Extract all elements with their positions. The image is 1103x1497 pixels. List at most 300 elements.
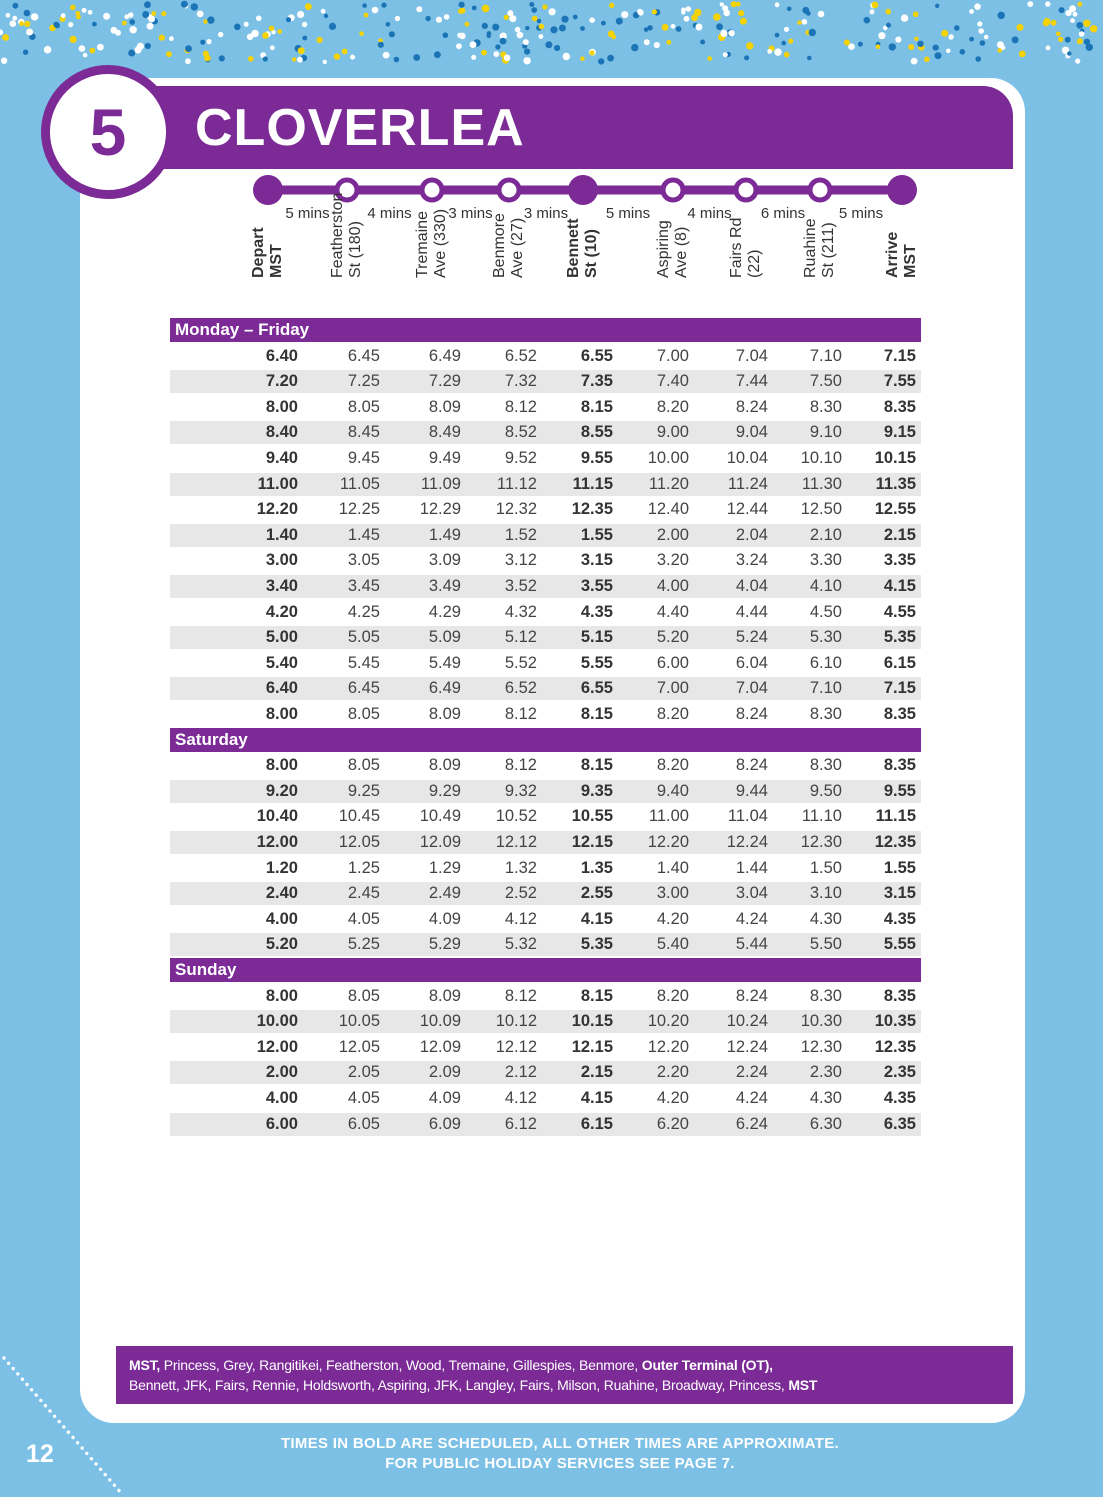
approximate-time: 2.20: [656, 1063, 689, 1082]
approximate-time: 12.09: [419, 1037, 461, 1056]
scheduled-time: 11.15: [572, 474, 613, 493]
approximate-time: 6.09: [428, 1114, 461, 1133]
interval-label: 5 mins: [285, 205, 330, 222]
approximate-time: 4.00: [656, 577, 689, 595]
route-street-list: Princess, Grey, Rangitikei, Featherston, Wood, Tremaine, Gillespies, Benmore,: [160, 1357, 642, 1373]
table-row: [170, 754, 921, 777]
approximate-time: 8.20: [656, 397, 689, 416]
approximate-time: 4.32: [504, 602, 537, 621]
stop-header: [559, 218, 607, 314]
scheduled-time: 4.20: [265, 602, 298, 621]
approximate-time: 3.30: [809, 551, 842, 570]
scheduled-time: 12.15: [571, 833, 613, 851]
scheduled-time: 4.15: [580, 1089, 613, 1107]
route-number-badge: 5: [41, 65, 175, 199]
stop-header-line1: Bennett: [565, 218, 582, 278]
approximate-time: 9.40: [656, 781, 689, 800]
scheduled-time: 9.40: [265, 449, 298, 467]
route-stop-highlight: MST,: [129, 1357, 161, 1373]
approximate-time: 8.20: [656, 705, 689, 723]
approximate-time: 4.50: [809, 602, 842, 621]
scheduled-time: 10.40: [256, 807, 298, 826]
approximate-time: 12.12: [495, 1037, 537, 1056]
scheduled-time: 7.35: [580, 372, 613, 391]
approximate-time: 9.00: [656, 423, 689, 442]
approximate-time: 6.30: [809, 1114, 842, 1133]
approximate-time: 5.24: [735, 628, 768, 647]
stop-header: [485, 213, 533, 314]
approximate-time: 7.04: [735, 679, 768, 698]
approximate-time: 10.04: [726, 449, 768, 467]
timing-point-marker: [568, 175, 598, 205]
approximate-time: 12.09: [419, 833, 461, 851]
table-row: [170, 805, 921, 828]
approximate-time: 11.20: [648, 474, 689, 493]
approximate-time: 6.10: [809, 653, 842, 672]
approximate-time: 8.05: [347, 756, 380, 775]
approximate-time: 12.44: [726, 500, 768, 519]
approximate-time: 4.12: [504, 909, 537, 928]
scheduled-time: 8.35: [883, 397, 916, 416]
scheduled-time: 5.20: [265, 935, 298, 954]
approximate-time: 4.09: [428, 909, 461, 928]
route-stop-highlight: MST: [788, 1377, 818, 1393]
table-row: [170, 1087, 921, 1110]
approximate-time: 8.09: [428, 705, 461, 723]
approximate-time: 9.10: [809, 423, 842, 442]
table-row: [170, 626, 921, 649]
approximate-time: 8.20: [656, 756, 689, 775]
approximate-time: 1.49: [428, 525, 461, 544]
stop-header-line2: (22): [746, 249, 763, 278]
scheduled-time: 8.35: [883, 756, 916, 775]
approximate-time: 5.25: [347, 935, 380, 954]
approximate-time: 12.24: [726, 1037, 768, 1056]
approximate-time: 10.30: [800, 1012, 842, 1031]
stop-header-line1: Fairs Rd: [728, 217, 745, 278]
scheduled-time: 8.15: [580, 705, 613, 723]
scheduled-time: 10.15: [571, 1012, 613, 1031]
interval-label: 4 mins: [367, 205, 412, 222]
scheduled-time: 12.00: [256, 1037, 298, 1056]
route-street-list: Bennett, JFK, Fairs, Rennie, Holdsworth, Aspiring, JFK, Langley, Fairs, Milson, Ruahine, Broadway, Princess,: [129, 1377, 789, 1393]
decorative-dot: [104, 1473, 107, 1476]
approximate-time: 1.29: [428, 858, 461, 877]
approximate-time: 12.32: [495, 500, 537, 519]
approximate-time: 12.20: [647, 1037, 689, 1056]
approximate-time: 10.45: [338, 807, 380, 826]
approximate-time: 8.12: [504, 705, 537, 723]
section-header: Monday – Friday: [170, 318, 921, 342]
decorative-dot: [67, 1431, 70, 1434]
decorative-dot: [30, 1388, 33, 1391]
stop-header: [408, 208, 456, 314]
route-description: [116, 1346, 1013, 1404]
approximate-time: 8.12: [504, 986, 537, 1005]
stop-header-line2: MST: [902, 244, 919, 278]
decorative-dot: [16, 1372, 19, 1375]
approximate-time: 8.05: [347, 397, 380, 416]
approximate-time: 7.10: [809, 346, 842, 365]
table-row: [170, 1036, 921, 1059]
decorative-dot: [71, 1436, 74, 1439]
scheduled-time: 9.35: [580, 781, 613, 800]
approximate-time: 8.30: [809, 986, 842, 1005]
scheduled-time: 1.55: [580, 525, 613, 544]
approximate-time: 6.49: [428, 346, 461, 365]
table-row: [170, 575, 921, 598]
scheduled-time: 7.20: [265, 372, 298, 391]
approximate-time: 6.05: [347, 1114, 380, 1133]
approximate-time: 8.24: [735, 986, 768, 1005]
footnote-line-1: TIMES IN BOLD ARE SCHEDULED, ALL OTHER TIMES ARE APPROXIMATE.: [280, 1435, 840, 1452]
table-row: [170, 1061, 921, 1084]
scheduled-time: 1.40: [265, 525, 298, 544]
approximate-time: 3.52: [504, 577, 537, 595]
approximate-time: 6.12: [504, 1114, 537, 1133]
approximate-time: 3.12: [504, 551, 537, 570]
scheduled-time: 6.15: [580, 1114, 613, 1133]
decorative-dot: [39, 1399, 42, 1402]
table-row: [170, 652, 921, 675]
footnote-line-2: FOR PUBLIC HOLIDAY SERVICES SEE PAGE 7.: [385, 1455, 735, 1472]
approximate-time: 10.49: [419, 807, 461, 826]
stop-header-line1: Ruahine: [802, 218, 819, 278]
approximate-time: 12.50: [800, 500, 842, 519]
stop-header-line1: Benmore: [491, 213, 508, 278]
approximate-time: 1.25: [347, 858, 380, 877]
approximate-time: 11.04: [727, 807, 768, 826]
stop-marker: [663, 180, 683, 200]
stop-header-line2: St (10): [583, 229, 600, 278]
approximate-time: 7.00: [656, 679, 689, 698]
approximate-time: 2.49: [428, 884, 461, 903]
decorative-dot: [62, 1425, 65, 1428]
stop-header-line2: Ave (330): [432, 208, 449, 278]
scheduled-time: 4.55: [883, 602, 916, 621]
scheduled-time: 12.35: [571, 500, 613, 519]
scheduled-time: 8.35: [883, 705, 916, 723]
scheduled-time: 5.15: [580, 628, 613, 647]
route-stop-highlight: Outer Terminal (OT),: [641, 1357, 773, 1373]
approximate-time: 8.12: [504, 397, 537, 416]
scheduled-time: 2.35: [883, 1063, 916, 1082]
approximate-time: 6.52: [504, 346, 537, 365]
table-row: [170, 473, 921, 496]
table-row: [170, 421, 921, 444]
approximate-time: 5.12: [504, 628, 537, 647]
decorative-dot: [113, 1484, 116, 1487]
scheduled-time: 12.20: [256, 500, 298, 519]
approximate-time: 9.50: [809, 781, 842, 800]
decorative-dot: [53, 1415, 56, 1418]
scheduled-time: 1.55: [883, 858, 916, 877]
scheduled-time: 6.55: [580, 679, 613, 698]
stop-header: [878, 232, 926, 314]
approximate-time: 4.40: [656, 602, 689, 621]
scheduled-time: 6.35: [883, 1114, 916, 1133]
approximate-time: 11.00: [648, 807, 689, 826]
approximate-time: 9.52: [504, 449, 537, 467]
approximate-time: 4.05: [347, 909, 380, 928]
decorative-dot: [117, 1489, 120, 1492]
approximate-time: 3.45: [347, 577, 380, 595]
approximate-time: 6.00: [656, 653, 689, 672]
approximate-time: 2.09: [428, 1063, 461, 1082]
scheduled-time: 7.55: [883, 372, 916, 391]
table-row: [170, 933, 921, 956]
decorative-dot: [44, 1404, 47, 1407]
approximate-time: 2.12: [504, 1063, 537, 1082]
approximate-time: 8.52: [504, 423, 537, 442]
decorative-dot: [2, 1356, 5, 1359]
scheduled-time: 3.15: [883, 884, 916, 903]
approximate-time: 10.00: [647, 449, 689, 467]
decorative-dot: [21, 1378, 24, 1381]
approximate-time: 8.30: [809, 397, 842, 416]
approximate-time: 6.24: [735, 1114, 768, 1133]
approximate-time: 11.24: [727, 474, 768, 493]
approximate-time: 8.20: [656, 986, 689, 1005]
scheduled-time: 5.35: [883, 628, 916, 647]
scheduled-time: 8.40: [265, 423, 298, 442]
approximate-time: 10.20: [647, 1012, 689, 1031]
approximate-time: 3.24: [735, 551, 768, 570]
timing-point-marker: [253, 175, 283, 205]
interval-label: 3 mins: [448, 205, 493, 222]
approximate-time: 8.24: [735, 756, 768, 775]
approximate-time: 3.09: [428, 551, 461, 570]
interval-label: 5 mins: [838, 205, 884, 222]
approximate-time: 11.12: [496, 474, 537, 493]
timing-point-marker: [887, 175, 917, 205]
approximate-time: 12.25: [338, 500, 380, 519]
approximate-time: 8.45: [347, 423, 380, 442]
interval-label: 3 mins: [523, 205, 569, 222]
table-row: [170, 677, 921, 700]
approximate-time: 6.04: [735, 653, 768, 672]
scheduled-time: 8.00: [265, 397, 298, 416]
approximate-time: 5.05: [347, 628, 380, 647]
scheduled-time: 2.55: [580, 884, 613, 903]
route-line-diagram: [0, 0, 1103, 220]
decorative-dot: [12, 1367, 15, 1370]
scheduled-time: 2.15: [580, 1063, 613, 1082]
stop-header-line1: Depart: [250, 227, 267, 278]
decorative-dot: [58, 1420, 61, 1423]
approximate-time: 8.24: [735, 705, 768, 723]
scheduled-time: 12.35: [874, 1037, 916, 1056]
table-row: [170, 345, 921, 368]
scheduled-time: 5.55: [580, 653, 613, 672]
table-row: [170, 396, 921, 419]
scheduled-time: 10.35: [874, 1012, 916, 1031]
decorative-dot: [90, 1457, 93, 1460]
decorative-dot: [108, 1478, 111, 1481]
scheduled-time: 3.40: [265, 577, 298, 595]
scheduled-time: 5.00: [265, 628, 298, 647]
approximate-time: 1.50: [809, 858, 842, 877]
table-row: [170, 498, 921, 521]
approximate-time: 4.44: [735, 602, 768, 621]
approximate-time: 12.12: [495, 833, 537, 851]
approximate-time: 8.05: [347, 705, 380, 723]
page-number: 12: [26, 1440, 54, 1468]
decorative-dot: [76, 1441, 79, 1444]
stop-header-line1: Featherston: [329, 192, 346, 278]
stop-header-line2: St (180): [347, 221, 364, 278]
approximate-time: 6.45: [347, 346, 380, 365]
stop-header-line2: Ave (27): [509, 217, 526, 278]
approximate-time: 8.05: [347, 986, 380, 1005]
approximate-time: 4.20: [656, 909, 689, 928]
table-row: [170, 524, 921, 547]
scheduled-time: 6.55: [580, 346, 613, 365]
decorative-dot: [25, 1383, 28, 1386]
approximate-time: 7.25: [347, 372, 380, 391]
approximate-time: 5.44: [735, 935, 768, 954]
approximate-time: 5.32: [504, 935, 537, 954]
approximate-time: 1.44: [735, 858, 768, 877]
approximate-time: 4.04: [735, 577, 768, 595]
stop-header: [796, 218, 844, 314]
decorative-dot: [85, 1452, 88, 1455]
scheduled-time: 11.00: [257, 474, 298, 493]
approximate-time: 5.45: [347, 653, 380, 672]
approximate-time: 5.40: [656, 935, 689, 954]
scheduled-time: 9.20: [265, 781, 298, 800]
approximate-time: 2.05: [347, 1063, 380, 1082]
scheduled-time: 9.55: [580, 449, 613, 467]
approximate-time: 3.00: [656, 884, 689, 903]
approximate-time: 10.05: [338, 1012, 380, 1031]
stop-header-line1: Tremaine: [414, 211, 431, 278]
approximate-time: 9.44: [735, 781, 768, 800]
scheduled-time: 3.00: [265, 551, 298, 570]
scheduled-time: 5.40: [265, 653, 298, 672]
approximate-time: 10.10: [800, 449, 842, 467]
decorative-dot: [94, 1462, 97, 1465]
approximate-time: 12.20: [647, 833, 689, 851]
approximate-time: 12.05: [338, 833, 380, 851]
approximate-time: 4.30: [809, 1089, 842, 1107]
stop-header-line2: MST: [268, 244, 285, 278]
approximate-time: 9.04: [735, 423, 768, 442]
scheduled-time: 9.15: [883, 423, 916, 442]
scheduled-time: 5.35: [580, 935, 613, 954]
approximate-time: 2.04: [735, 525, 768, 544]
stop-header: [244, 227, 292, 314]
approximate-time: 8.24: [735, 397, 768, 416]
table-row: [170, 703, 921, 726]
approximate-time: 2.24: [735, 1063, 768, 1082]
scheduled-time: 6.15: [883, 653, 916, 672]
scheduled-time: 4.15: [580, 909, 613, 928]
scheduled-time: 8.55: [580, 423, 613, 442]
approximate-time: 4.05: [347, 1089, 380, 1107]
scheduled-time: 8.00: [265, 756, 298, 775]
approximate-time: 10.52: [495, 807, 537, 826]
approximate-time: 9.32: [504, 781, 537, 800]
scheduled-time: 5.55: [883, 935, 916, 954]
approximate-time: 8.12: [504, 756, 537, 775]
approximate-time: 12.24: [726, 833, 768, 851]
approximate-time: 1.52: [504, 525, 537, 544]
route-description-line-1: [129, 1355, 1013, 1375]
approximate-time: 3.04: [735, 884, 768, 903]
decorative-dot: [48, 1409, 51, 1412]
scheduled-time: 10.55: [571, 807, 613, 826]
decorative-dot: [81, 1446, 84, 1449]
approximate-time: 4.30: [809, 909, 842, 928]
scheduled-time: 10.00: [256, 1012, 298, 1031]
decorative-dot: [7, 1362, 10, 1365]
scheduled-time: 4.00: [265, 1089, 298, 1107]
approximate-time: 4.25: [347, 602, 380, 621]
approximate-time: 7.44: [735, 372, 768, 391]
approximate-time: 5.50: [809, 935, 842, 954]
scheduled-time: 8.15: [580, 986, 613, 1005]
stop-header: [722, 217, 770, 314]
approximate-time: 9.25: [347, 781, 380, 800]
scheduled-time: 4.35: [580, 602, 613, 621]
approximate-time: 10.24: [726, 1012, 768, 1031]
approximate-time: 6.49: [428, 679, 461, 698]
corner-dot-pattern: [0, 1350, 140, 1497]
scheduled-time: 8.15: [580, 756, 613, 775]
approximate-time: 6.52: [504, 679, 537, 698]
approximate-time: 11.30: [801, 474, 842, 493]
approximate-time: 10.09: [419, 1012, 461, 1031]
route-description-line-2: [129, 1375, 1013, 1395]
scheduled-time: 12.15: [571, 1037, 613, 1056]
scheduled-time: 6.00: [265, 1114, 298, 1133]
approximate-time: 4.10: [809, 577, 842, 595]
approximate-time: 4.12: [504, 1089, 537, 1107]
scheduled-time: 3.35: [883, 551, 916, 570]
approximate-time: 4.20: [656, 1089, 689, 1107]
scheduled-time: 7.15: [883, 679, 916, 698]
scheduled-time: 8.35: [883, 986, 916, 1005]
scheduled-time: 4.35: [883, 1089, 916, 1107]
scheduled-time: 7.15: [883, 346, 916, 365]
approximate-time: 7.40: [656, 372, 689, 391]
approximate-time: 8.30: [809, 756, 842, 775]
approximate-time: 2.00: [656, 525, 689, 544]
route-title: CLOVERLEA: [195, 99, 525, 157]
approximate-time: 5.29: [428, 935, 461, 954]
approximate-time: 12.30: [800, 1037, 842, 1056]
approximate-time: 2.10: [809, 525, 842, 544]
stop-marker: [736, 180, 756, 200]
section-header: Saturday: [170, 728, 921, 752]
stop-marker: [499, 180, 519, 200]
scheduled-time: 12.00: [256, 833, 298, 851]
table-row: [170, 831, 921, 854]
approximate-time: 2.52: [504, 884, 537, 903]
decorative-dot: [99, 1468, 102, 1471]
approximate-time: 6.45: [347, 679, 380, 698]
approximate-time: 1.45: [347, 525, 380, 544]
approximate-time: 12.40: [647, 500, 689, 519]
scheduled-time: 9.55: [883, 781, 916, 800]
scheduled-time: 12.35: [874, 833, 916, 851]
scheduled-time: 2.15: [883, 525, 916, 544]
scheduled-time: 4.00: [265, 909, 298, 928]
scheduled-time: 2.40: [265, 884, 298, 903]
scheduled-time: 8.15: [580, 397, 613, 416]
approximate-time: 11.05: [339, 474, 380, 493]
